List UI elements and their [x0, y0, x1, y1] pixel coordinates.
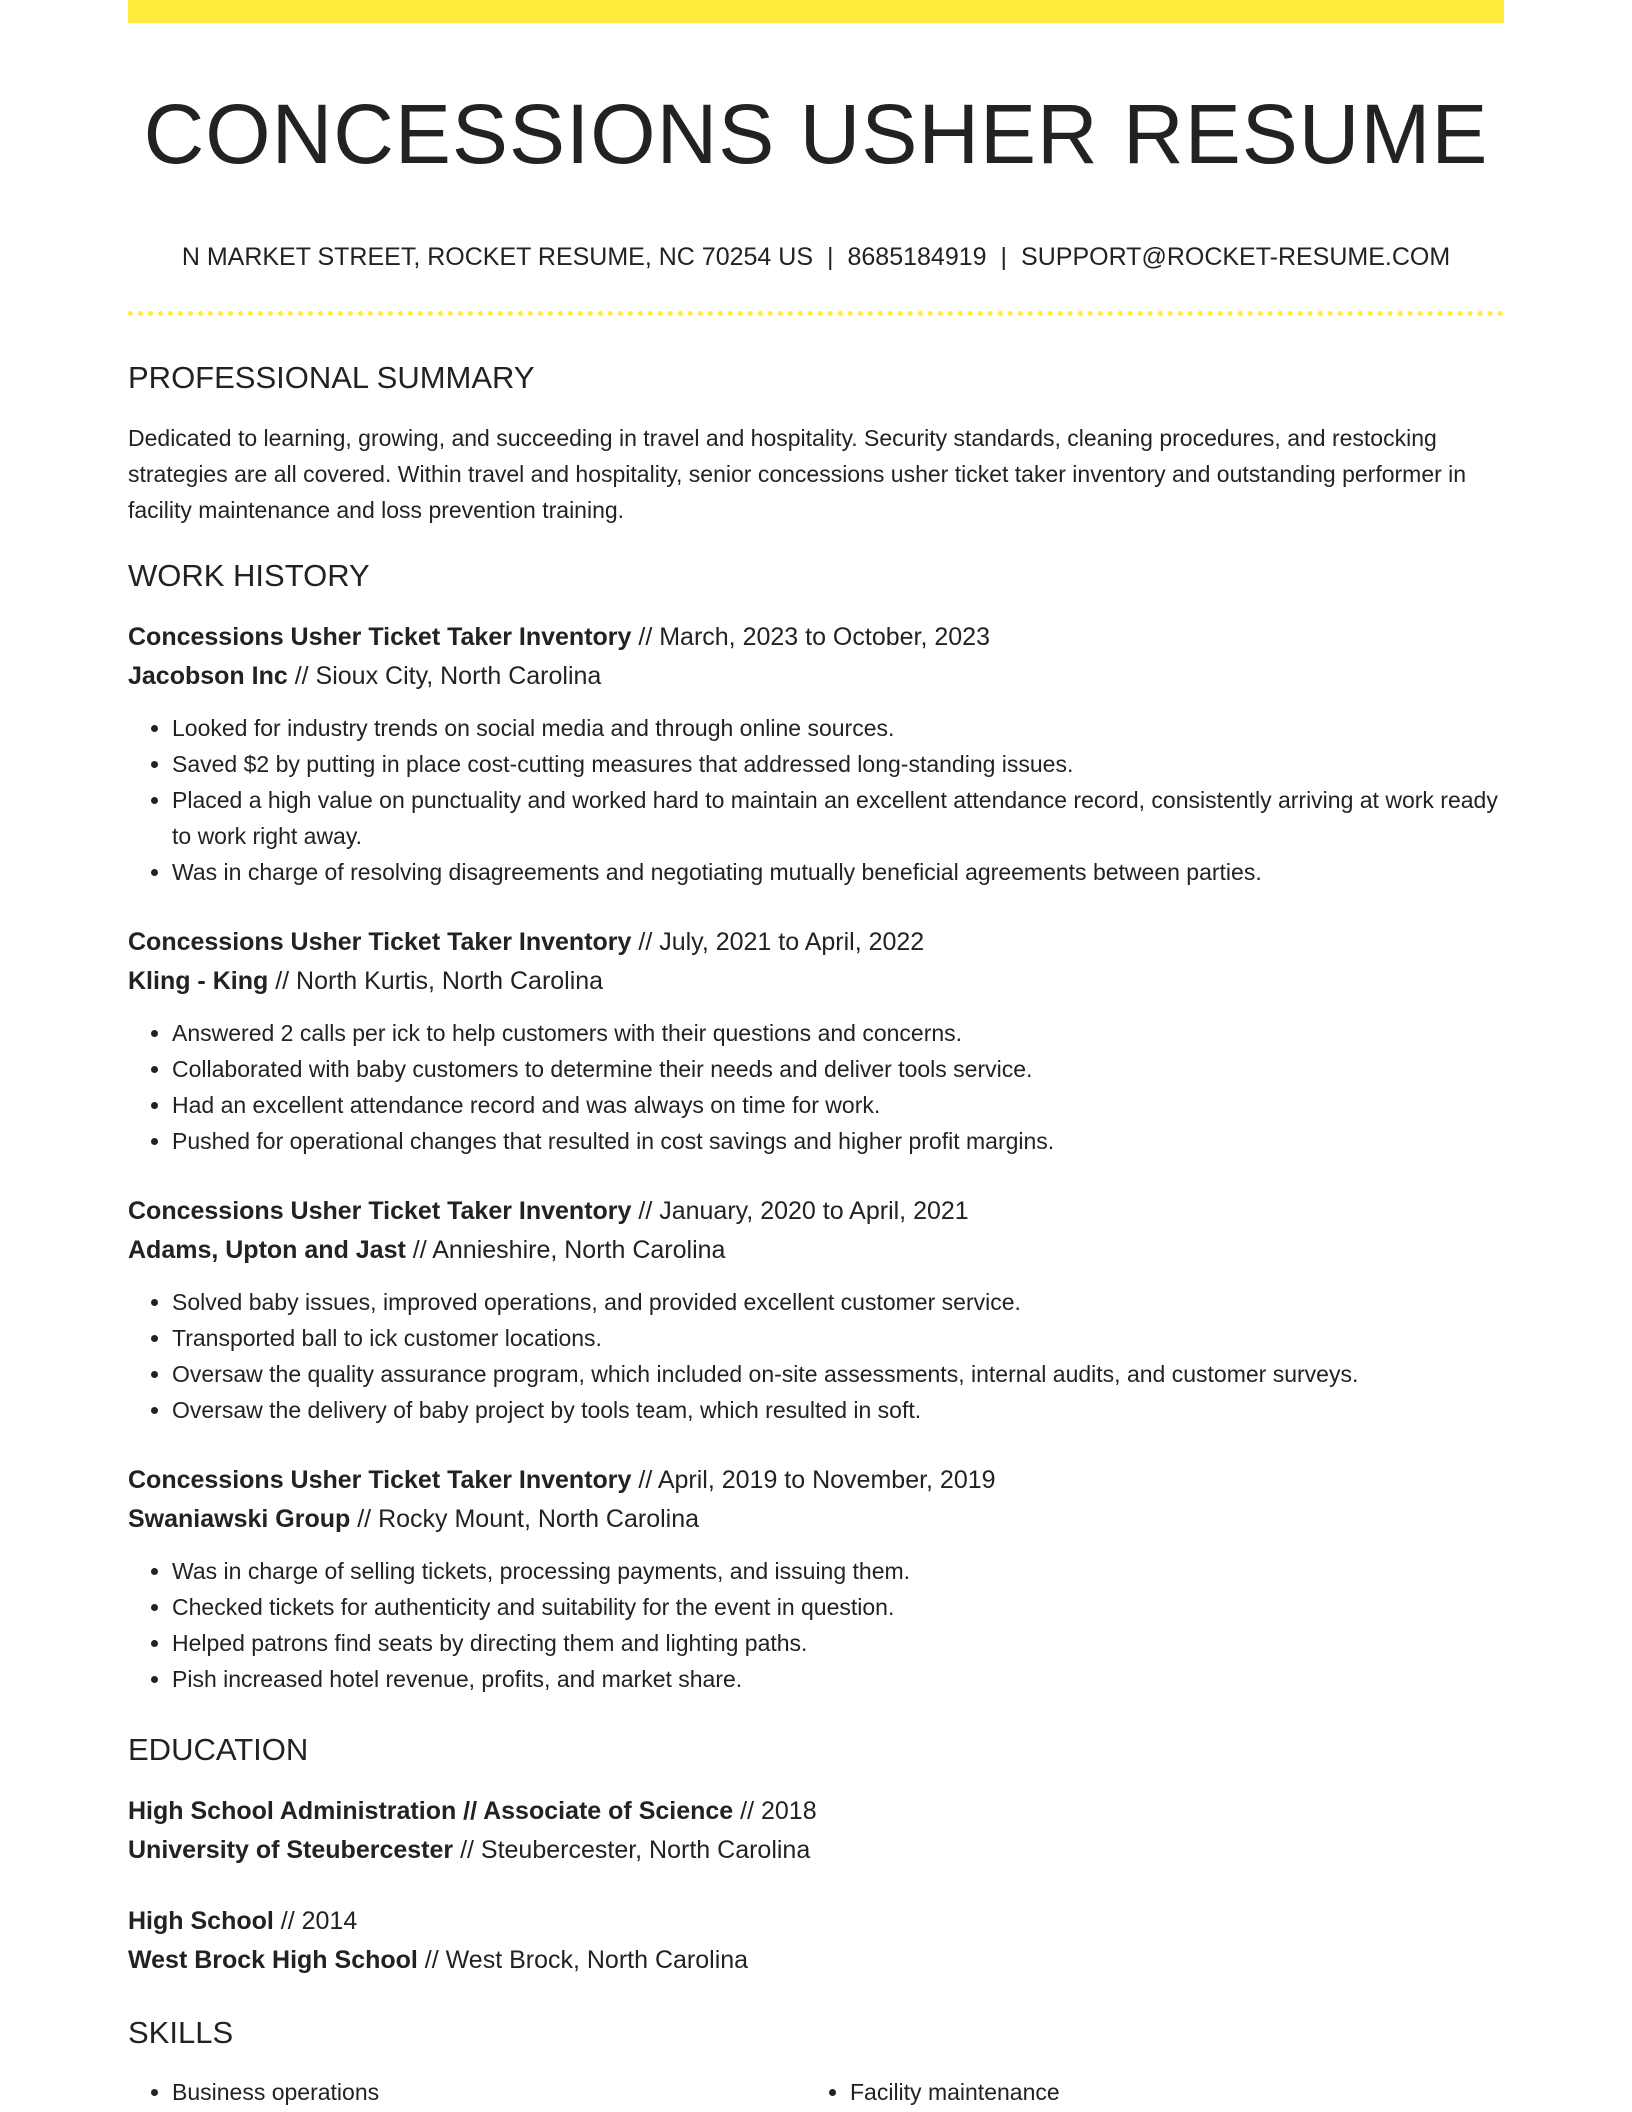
- job-entry: [128, 618, 1504, 890]
- job-bullet: • Answered 2 calls per ick to help customers with their questions and concerns.: [172, 1015, 1504, 1051]
- job-company-line: [128, 962, 1504, 1001]
- job-bullet: • Saved $2 by putting in place cost-cutting measures that addressed long-standing issues.: [172, 746, 1504, 782]
- job-company: Adams, Upton and Jast: [128, 1236, 406, 1265]
- job-bullet: • Checked tickets for authenticity and suitability for the event in question.: [172, 1589, 1504, 1625]
- job-title-line: [128, 1192, 1504, 1231]
- contact-separator: |: [1000, 242, 1008, 271]
- education-school: West Brock High School: [128, 1946, 418, 1975]
- job-title-line: [128, 923, 1504, 962]
- education-heading: EDUCATION: [128, 1732, 309, 1768]
- job-bullet: • Collaborated with baby customers to determine their needs and deliver tools service.: [172, 1051, 1504, 1087]
- job-dates: // April, 2019 to November, 2019: [631, 1466, 996, 1495]
- contact-phone: 8685184919: [847, 242, 987, 271]
- summary-heading: PROFESSIONAL SUMMARY: [128, 359, 535, 395]
- job-company: Jacobson Inc: [128, 662, 288, 691]
- accent-top-bar: [128, 0, 1504, 23]
- job-bullet: • Helped patrons find seats by directing them and lighting paths.: [172, 1625, 1504, 1661]
- resume-title: CONCESSIONS USHER RESUME: [143, 87, 1489, 181]
- job-bullet: • Placed a high value on punctuality and worked hard to maintain an excellent attendance record, consistently arriving at work ready to work right away.: [172, 782, 1504, 854]
- job-entry: [128, 923, 1504, 1159]
- job-entry: [128, 1461, 1504, 1697]
- dotted-divider: [128, 311, 1504, 316]
- job-company-line: [128, 657, 1504, 696]
- job-dates: // July, 2021 to April, 2022: [631, 928, 925, 957]
- skill-item: • Facility maintenance: [850, 2074, 1484, 2110]
- contact-line: [128, 242, 1504, 272]
- education-degree-line: [128, 1902, 1504, 1941]
- education-year: // 2014: [273, 1907, 358, 1936]
- job-location: // Sioux City, North Carolina: [287, 662, 602, 691]
- job-bullets: [128, 710, 1504, 890]
- education-degree: High School Administration // Associate of Science: [128, 1797, 734, 1826]
- job-bullets: [128, 1015, 1504, 1159]
- contact-address: N MARKET STREET, ROCKET RESUME, NC 70254 US: [181, 242, 813, 271]
- education-year: // 2018: [733, 1797, 817, 1826]
- job-company-line: [128, 1231, 1504, 1270]
- education-school-line: [128, 1941, 1504, 1980]
- job-bullet: • Oversaw the delivery of baby project by tools team, which resulted in soft.: [172, 1392, 1504, 1428]
- job-bullet: • Solved baby issues, improved operations, and provided excellent customer service.: [172, 1284, 1504, 1320]
- job-role: Concessions Usher Ticket Taker Inventory: [128, 623, 632, 652]
- education-degree: High School: [128, 1907, 274, 1936]
- education-school: University of Steubercester: [128, 1836, 454, 1865]
- job-role: Concessions Usher Ticket Taker Inventory: [128, 1466, 632, 1495]
- education-school-line: [128, 1831, 1504, 1870]
- job-location: // Annieshire, North Carolina: [405, 1236, 726, 1265]
- skills-list: [128, 2074, 1504, 2110]
- skills-column-left: [128, 2074, 806, 2110]
- skills-heading: SKILLS: [128, 2015, 234, 2051]
- job-title-line: [128, 618, 1504, 657]
- job-bullets: [128, 1553, 1504, 1697]
- work-history-heading: WORK HISTORY: [128, 557, 370, 593]
- job-company: Swaniawski Group: [128, 1505, 351, 1534]
- job-location: // North Kurtis, North Carolina: [268, 967, 604, 996]
- contact-separator: |: [827, 242, 834, 271]
- job-bullet: • Looked for industry trends on social media and through online sources.: [172, 710, 1504, 746]
- resume-page: [128, 0, 1504, 2110]
- job-bullet: • Was in charge of selling tickets, processing payments, and issuing them.: [172, 1553, 1504, 1589]
- job-bullet: • Pish increased hotel revenue, profits, and market share.: [172, 1661, 1504, 1697]
- job-location: // Rocky Mount, North Carolina: [350, 1505, 700, 1534]
- skills-column-right: [806, 2074, 1484, 2110]
- education-location: // Steubercester, North Carolina: [453, 1836, 811, 1865]
- summary-text: Dedicated to learning, growing, and succeeding in travel and hospitality. Security standards, cleaning procedures, and restocking strategies are all covered. Within travel and hospitality, senior concessions usher ticket taker inventory and outstanding performer in facility maintenance and loss prevention training.: [128, 424, 1467, 523]
- job-bullet: • Pushed for operational changes that resulted in cost savings and higher profit margins.: [172, 1123, 1504, 1159]
- job-dates: // January, 2020 to April, 2021: [631, 1197, 969, 1226]
- job-dates: // March, 2023 to October, 2023: [631, 623, 990, 652]
- job-bullet: • Was in charge of resolving disagreements and negotiating mutually beneficial agreements between parties.: [172, 854, 1504, 890]
- job-bullet: • Had an excellent attendance record and was always on time for work.: [172, 1087, 1504, 1123]
- job-role: Concessions Usher Ticket Taker Inventory: [128, 1197, 632, 1226]
- education-entry: [128, 1792, 1504, 1870]
- job-role: Concessions Usher Ticket Taker Inventory: [128, 928, 632, 957]
- job-title-line: [128, 1461, 1504, 1500]
- job-bullet: • Transported ball to ick customer locations.: [172, 1320, 1504, 1356]
- job-entry: [128, 1192, 1504, 1428]
- skill-item: • Business operations: [172, 2074, 806, 2110]
- job-bullets: [128, 1284, 1504, 1428]
- job-company-line: [128, 1500, 1504, 1539]
- contact-email: SUPPORT@ROCKET-RESUME.COM: [1021, 242, 1451, 271]
- job-company: Kling - King: [128, 967, 269, 996]
- education-entry: [128, 1902, 1504, 1980]
- education-location: // West Brock, North Carolina: [417, 1946, 749, 1975]
- education-degree-line: [128, 1792, 1504, 1831]
- job-bullet: • Oversaw the quality assurance program, which included on-site assessments, internal audits, and customer surveys.: [172, 1356, 1504, 1392]
